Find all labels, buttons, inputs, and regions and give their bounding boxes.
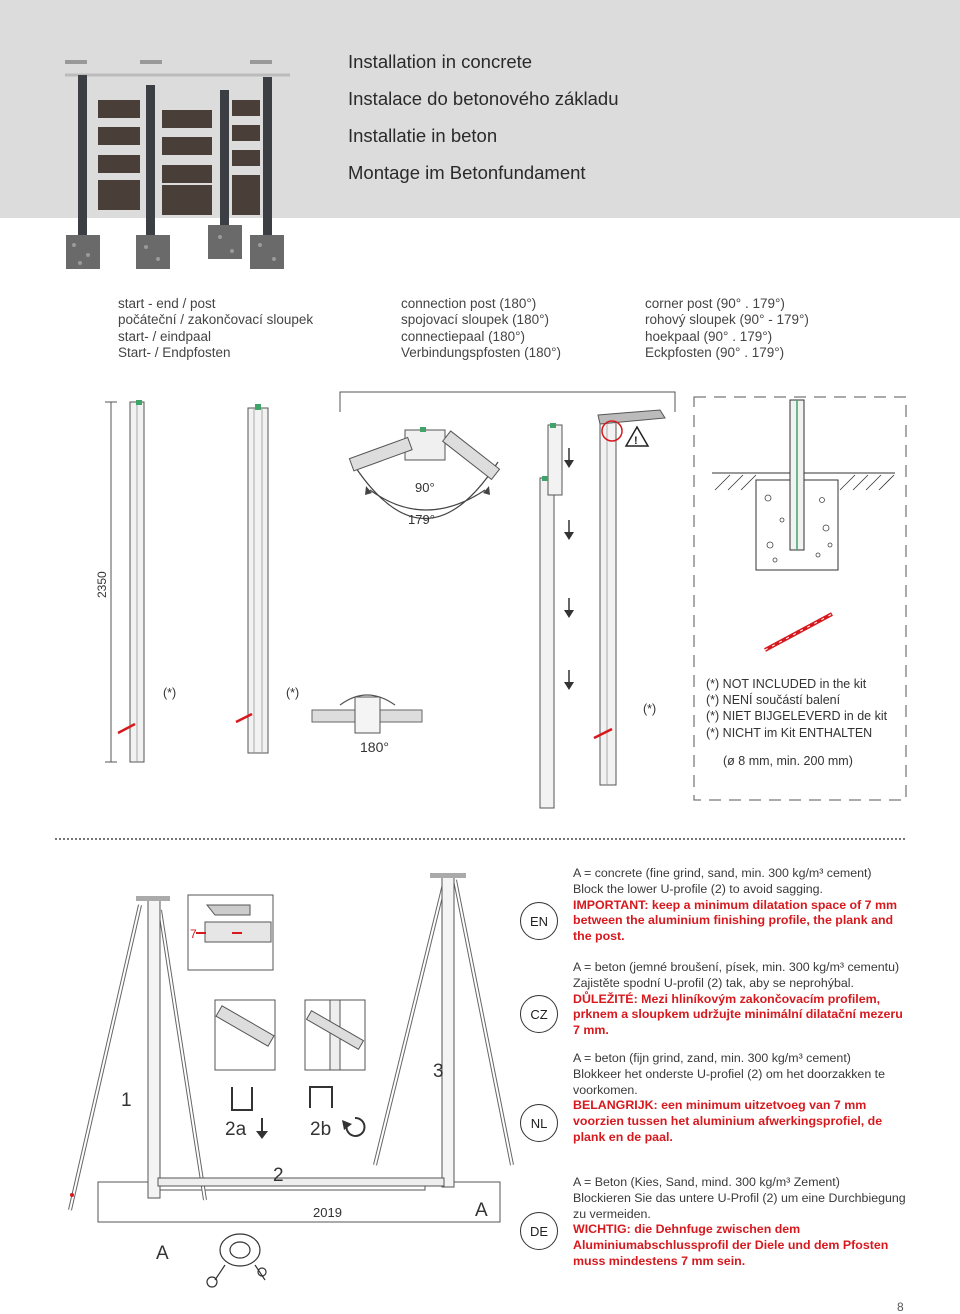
title-cz: Instalace do betonového základu <box>348 88 619 109</box>
fence-product-illustration <box>60 55 290 275</box>
connection-post-drawing <box>248 404 268 753</box>
lang-line: A = Beton (Kies, Sand, mind. 300 kg/m³ Zement) <box>573 1175 840 1189</box>
title-en: Installation in concrete <box>348 51 533 72</box>
sliding-post-drawing <box>540 423 562 808</box>
post-type-line: Start- / Endpfosten <box>118 344 231 360</box>
page-number: 8 <box>897 1300 904 1314</box>
height-dimension: 2350 <box>95 571 109 598</box>
lang-badge-en: EN <box>520 902 558 940</box>
angle-90-label: 90° <box>415 480 435 495</box>
post-type-line: Eckpfosten (90° . 179°) <box>645 344 785 360</box>
lang-line: Block the lower U-profile (2) to avoid sagging. <box>573 881 823 896</box>
section-divider <box>55 838 905 840</box>
title-block <box>348 50 619 198</box>
asterisk-label: (*) <box>286 686 300 700</box>
post-type-line: start- / eindpaal <box>118 328 212 344</box>
asterisk-label: (*) <box>163 686 177 700</box>
post-type-line: počáteční / zakončovací sloupek <box>118 312 314 328</box>
warning-icon: ! <box>634 435 638 447</box>
rebar-dimension: (ø 8 mm, min. 200 mm) <box>723 753 853 768</box>
corner-post-drawing <box>598 410 665 785</box>
not-included-line: (*) NENÍ součástí balení <box>706 693 841 708</box>
lang-badge-de: DE <box>520 1212 558 1250</box>
lang-text-en <box>573 866 913 945</box>
lang-badge-cz: CZ <box>520 995 558 1033</box>
not-included-note <box>706 676 887 769</box>
post-type-line: hoekpaal (90° . 179°) <box>645 328 773 344</box>
cement-mixer-icon <box>207 1234 266 1287</box>
lang-text-cz <box>573 960 913 1039</box>
installation-steps-illustration <box>55 850 515 1290</box>
post-type-start-end <box>118 296 313 361</box>
post-type-line: connection post (180°) <box>401 296 537 311</box>
post-type-line: start - end / post <box>118 296 216 311</box>
post-type-corner <box>645 296 809 361</box>
not-included-line: (*) NIET BIJGELEVERD in de kit <box>706 709 888 724</box>
step-1-label: 1 <box>121 1090 132 1111</box>
start-post-drawing <box>130 400 144 762</box>
step-2-label: 2 <box>273 1165 284 1186</box>
corner-section-drawing <box>349 427 499 479</box>
label-a-left: A <box>156 1243 169 1264</box>
gap-label: 7 <box>190 927 197 941</box>
angle-180-label: 180° <box>360 739 389 755</box>
lang-badge-nl: NL <box>520 1104 558 1142</box>
post-type-line: spojovací sloupek (180°) <box>401 312 549 328</box>
post-type-line: corner post (90° . 179°) <box>645 296 785 311</box>
lang-important: BELANGRIJK: een minimum uitzetvoeg van 7 mm voorzien tussen het aluminium afwerkingsprofiel, de plank en de paal. <box>573 1098 883 1144</box>
lang-line: A = concrete (fine grind, sand, min. 300 kg/m³ cement) <box>573 866 872 880</box>
step-3-label: 3 <box>433 1061 444 1082</box>
lang-line: A = beton (fijn grind, zand, min. 300 kg/m³ cement) <box>573 1051 851 1065</box>
post-type-connection <box>401 296 561 361</box>
post-type-line: rohový sloupek (90° - 179°) <box>645 312 809 328</box>
lang-text-de <box>573 1175 913 1270</box>
title-de: Montage im Betonfundament <box>348 162 586 183</box>
section-180-drawing <box>312 695 422 733</box>
title-nl: Installatie in beton <box>348 125 498 146</box>
lang-line: Blockieren Sie das untere U-Profil (2) um eine Durchbiegung zu vermeiden. <box>573 1190 906 1221</box>
lang-text-nl <box>573 1051 913 1146</box>
post-type-line: connectiepaal (180°) <box>401 328 525 344</box>
down-arrows <box>564 448 574 690</box>
step-2b-label: 2b <box>310 1119 332 1140</box>
asterisk-label: (*) <box>643 702 657 716</box>
step-2a-label: 2a <box>225 1119 247 1140</box>
lang-important: IMPORTANT: keep a minimum dilatation space of 7 mm between the aluminium finishing profile, the plank and the post. <box>573 897 898 944</box>
label-a-right: A <box>475 1200 488 1221</box>
lang-line: Zajistěte spodní U-profil (2) tak, aby se neprohýbal. <box>573 975 854 990</box>
lang-line: Blokkeer het onderste U-profiel (2) om het doorzakken te voorkomen. <box>573 1066 885 1097</box>
year-label: 2019 <box>313 1205 342 1220</box>
lang-important: WICHTIG: die Dehnfuge zwischen dem Aluminiumabschlussprofil der Diele und dem Pfosten muss mindestens 7 mm sein. <box>573 1222 889 1268</box>
post-type-line: Verbindungspfosten (180°) <box>401 344 562 360</box>
not-included-line: (*) NOT INCLUDED in the kit <box>706 677 867 691</box>
angle-179-label: 179° <box>408 512 435 527</box>
lang-important: DŮLEŽITÉ: Mezi hliníkovým zakončovacím profilem, prknem a sloupkem udržujte minimální dilatační mezeru 7 mm. <box>573 991 903 1038</box>
lang-line: A = beton (jemné broušení, písek, min. 300 kg/m³ cementu) <box>573 960 900 974</box>
not-included-line: (*) NICHT im Kit ENTHALTEN <box>706 725 873 740</box>
